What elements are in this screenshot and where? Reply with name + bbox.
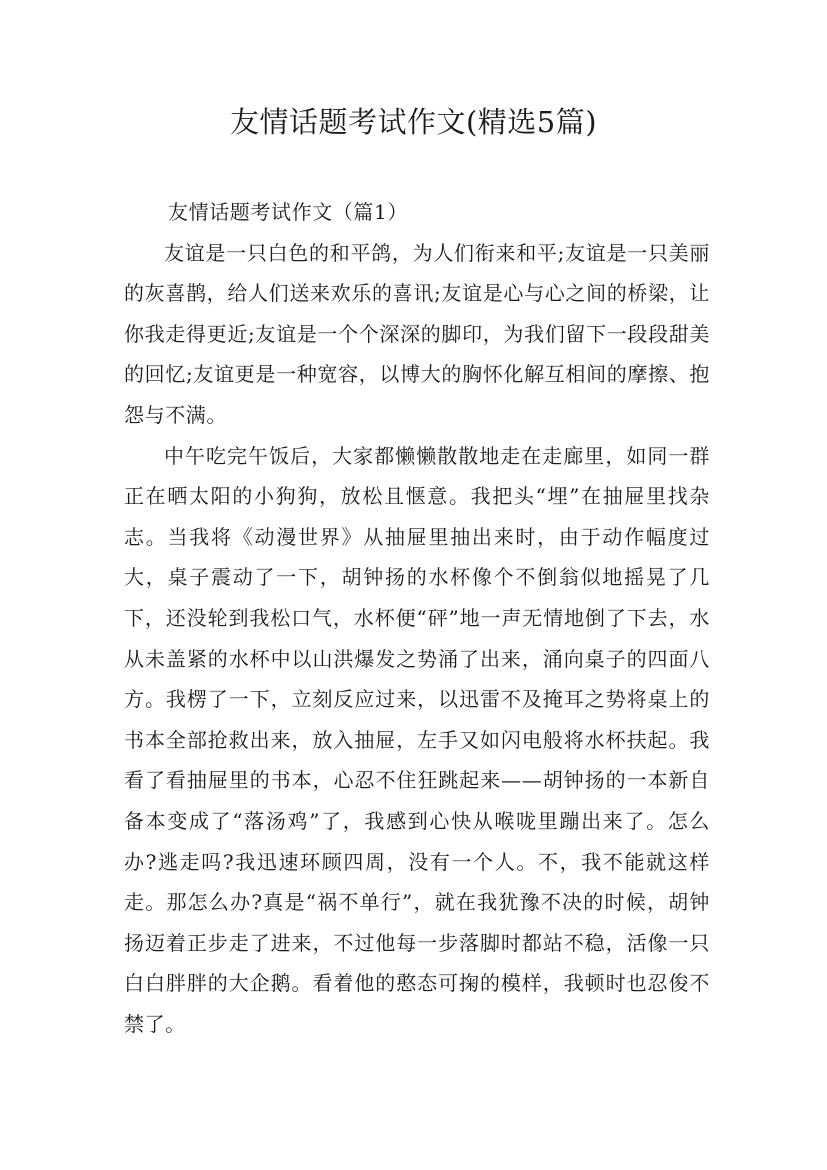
document-body — [124, 192, 710, 1044]
paragraph-2: 中午吃完午饭后，大家都懒懒散散地走在走廊里，如同一群正在晒太阳的小狗狗，放松且惬意。我把头“埋”在抽屉里找杂志。当我将《动漫世界》从抽屉里抽出来时，由于动作幅度过大，桌子震动了一下，胡钟扬的水杯像个不倒翁似地摇晃了几下，还没轮到我松口气，水杯便“砰”地一声无情地倒了下去，水从未盖紧的水杯中以山洪爆发之势涌了出来，涌向桌子的四面八方。我楞了一下，立刻反应过来，以迅雷不及掩耳之势将桌上的书本全部抢救出来，放入抽屉，左手又如闪电般将水杯扶起。我看了看抽屉里的书本，心忍不住狂跳起来——胡钟扬的一本新自备本变成了“落汤鸡”了，我感到心快从喉咙里蹦出来了。怎么办?逃走吗?我迅速环顾四周，没有一个人。不，我不能就这样走。那怎么办?真是“祸不单行”，就在我犹豫不决的时候，胡钟扬迈着正步走了进来，不过他每一步落脚时都站不稳，活像一只白白胖胖的大企鹅。看着他的憨态可掬的模样，我顿时也忍俊不禁了。 — [124, 443, 710, 1036]
document-title: 友情话题考试作文(精选5篇) — [229, 105, 598, 139]
section-heading: 友情话题考试作文（篇1） — [168, 200, 408, 224]
paragraph-1: 友谊是一只白色的和平鸽，为人们衔来和平;友谊是一只美丽的灰喜鹊，给人们送来欢乐的喜讯;友谊是心与心之间的桥梁，让你我走得更近;友谊是一个个深深的脚印，为我们留下一段段甜美的回忆;友谊更是一种宽容，以博大的胸怀化解互相间的摩擦、抱怨与不满。 — [124, 240, 710, 427]
